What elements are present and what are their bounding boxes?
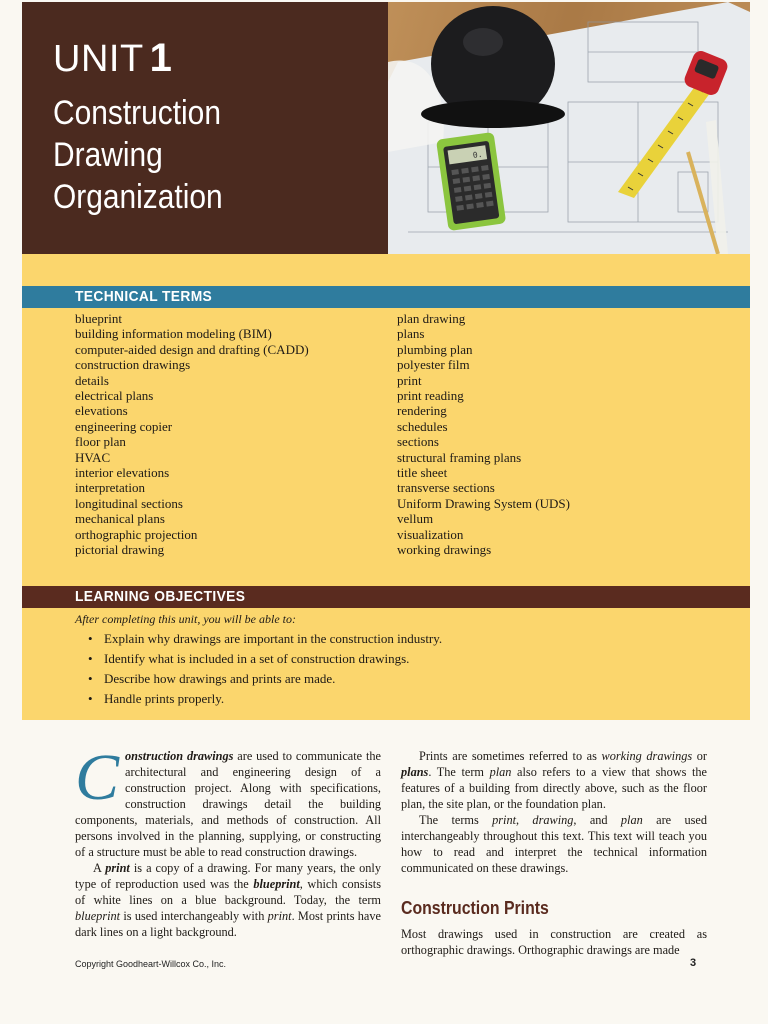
learning-objectives-banner [22,586,750,608]
section-heading: Construction Prints [401,898,549,918]
term-item: rendering [397,403,447,419]
intro-paragraph [75,741,382,860]
objectives-list [88,629,442,709]
unit-label [53,36,172,81]
paragraph-text: . Most prints have dark lines on a light background. [75,909,381,939]
term-plans: plans [401,765,429,779]
italic-word: print [267,909,292,923]
term-item: working drawings [397,542,492,558]
term-item: polyester film [397,357,470,373]
term-item: interior elevations [75,465,170,481]
paragraph-text: , which consists of white lines on a blue background. Today, the term [75,877,381,907]
paragraph-text: or [692,749,707,763]
term-item: HVAC [75,449,111,465]
objective-item: • Identify what is included in a set of construction drawings. [88,649,442,669]
paragraph-text: The terms [419,813,493,827]
unit-word: UNIT [53,38,144,80]
paragraph-text: are used to communicate the architectural and engineering design of a construction project. Along with specifications, construction drawings detail the building components, materials, and methods of construction. All persons involved in the planning, supplying, or constructing of a structure must be able to read construction drawings. [75,749,382,859]
construction-prints-paragraph: Most drawings used in construction are created as orthographic drawings. Orthographic drawings are made [401,927,707,957]
objective-item: • Describe how drawings and prints are made. [88,669,442,689]
term-item: orthographic projection [75,526,198,542]
term-print: print [105,861,130,875]
drop-cap: C [75,741,120,814]
term-item: schedules [397,418,448,434]
term-item: building information modeling (BIM) [75,326,272,342]
term-blueprint: blueprint [253,877,300,891]
paragraph-text: is used interchangeably with [120,909,268,923]
italic-word: working drawings [601,749,693,763]
page-number: 3 [690,957,697,969]
objectives-intro: After completing this unit, you will be able to: [75,612,296,626]
objective-item: • Handle prints properly. [88,689,442,709]
paragraph-text: also refers to a view that shows the features of a building from directly above, such as the floor plan, the site plan, or the foundation plan. [401,765,707,811]
term-item: plans [397,326,425,342]
term-item: construction drawings [75,357,191,373]
term-item: engineering copier [75,418,173,434]
term-item: blueprint [75,311,122,326]
unit-title [53,92,223,218]
unit-number: 1 [149,36,172,80]
term-item: mechanical plans [75,511,165,527]
italic-word: plan [620,813,643,827]
term-item: interpretation [75,480,146,496]
terms-list-right [397,311,570,558]
term-item: visualization [397,526,464,542]
italic-word: plan [489,765,512,779]
copyright-notice: Copyright Goodheart-Willcox Co., Inc. [75,959,227,969]
term-item: plan drawing [397,311,466,326]
term-item: elevations [75,403,128,419]
term-item: title sheet [397,465,448,481]
unit-title-line: Drawing [53,136,163,174]
term-item: pictorial drawing [75,542,165,558]
italic-word: print [492,813,517,827]
term-item: structural framing plans [397,449,522,465]
paragraph-text: . The term [428,765,490,779]
term-item: transverse sections [397,480,495,496]
paragraph-text: , and [573,813,621,827]
print-paragraph [75,860,381,940]
technical-terms-banner [22,286,750,308]
paragraph-text: Prints are sometimes referred to as [419,749,602,763]
term-item: floor plan [75,434,126,450]
italic-word: drawing [532,813,574,827]
terms-paragraph [401,812,707,876]
term-construction-drawings: onstruction drawings [125,749,234,763]
term-item: vellum [397,511,434,527]
learning-objectives-heading: LEARNING OBJECTIVES [75,588,246,605]
body-column-left [75,741,382,940]
term-item: computer-aided design and drafting (CADD) [75,341,309,357]
unit-title-line: Organization [53,178,223,216]
paragraph-text: are used interchangeably throughout this text. This text will teach you how to read and interpret the technical information communicated on these drawings. [401,813,707,875]
terms-list-left [75,311,309,558]
term-item: electrical plans [75,388,154,404]
paragraph-text: , [516,813,533,827]
term-item: longitudinal sections [75,495,183,511]
body-column-right [401,748,707,958]
term-item: Uniform Drawing System (UDS) [397,495,570,511]
objective-item: • Explain why drawings are important in the construction industry. [88,629,442,649]
header-photo [388,2,750,254]
term-item: plumbing plan [397,341,473,357]
italic-word: blueprint [75,909,121,923]
technical-terms-heading: TECHNICAL TERMS [75,288,213,305]
term-item: print reading [397,388,464,404]
term-item: sections [397,434,439,450]
calculator-display: 0. [472,149,484,160]
term-item: print [397,372,422,388]
paragraph-text: is a copy of a drawing. For many years, the only type of reproduction used was the [75,861,381,891]
unit-title-line: Construction [53,94,221,132]
term-item: details [75,372,109,388]
paragraph-text: A [93,861,106,875]
working-drawings-paragraph [401,748,707,812]
construction-desk-illustration [388,2,750,254]
